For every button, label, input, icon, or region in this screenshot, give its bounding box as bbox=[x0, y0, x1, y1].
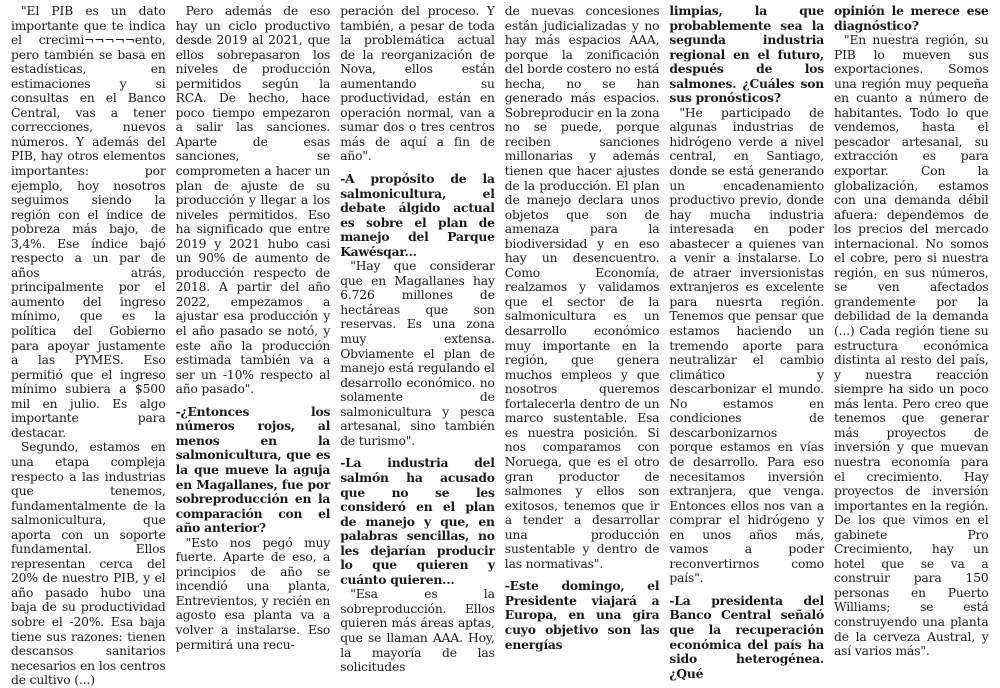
paragraph: Pero además de eso hay un ciclo productivo desde 2019 al 2021, que ellos sobrepasaron los niveles de producción permitidos según la RCA. De hecho, hace poco tiempo empezaron a salir las sanciones. Aparte de esas sanciones, se comprometen a hacer un plan de ajuste de su producción y llegar a los niveles permitidos. Eso ha significado que entre 2019 y 2021 hubo casi un 90% de aumento de producción respecto de 2018. A partir del año 2022, empezamos a ajustar esa producción y el año pasado se notó, y este año la producción estimada también va a ser un -10% respecto al año pasado". bbox=[175, 4, 331, 397]
interview-question: -A propósito de la salmonicultura, el debate álgido actual es sobre el plan de manejo del Parque Kawésqar... bbox=[340, 171, 495, 259]
paragraph: de nuevas concesiones están judicializadas y no hay más espacios AAA, porque la zonificación del borde costero no está hecha, no se han generado más espacios. Sobreproducir en la zona no se puede, porque reciben sanciones millonarias y además tienen que hacer ajustes de la producción. El plan de manejo declara unos objetos que son de amenaza para la biodiversidad y en eso hay un desencuentro. Como Economía, realzamos y validamos que el sector de la salmonicultura es un desarrollo económico muy importante en la región, que genera muchos empleos y que nosotros queremos fortalecerla dentro de un marco sustentable. Esa es nuestra posición. Si nos comparamos con Noruega, que es el otro gran productor de salmones y ellos son exitosos, tenemos que ir a tender a desarrollar una producción sustentable y dentro de las normativas". bbox=[504, 4, 660, 571]
column-3 bbox=[335, 4, 500, 675]
paragraph: "El PIB es un dato importante que te indica el crecimi¬¬¬¬¬ento, pero también se basa en estadísticas, en estimaciones y si consultas en el Banco Central, vas a tener correcciones, nuevos números. Y además del PIB, hay otros elementos importantes: por ejemplo, hoy nosotros seguimos siendo la región con el índice de pobreza más bajo, de 3,4%. Ese índice bajó respecto a un par de años atrás, principalmente por el aumento del ingreso mínimo, que es la política del Gobierno para apoyar justamente a las PYMES. Eso permitió que el ingreso mínimo subiera a $500 mil en julio. Es algo importante para destacar. bbox=[11, 4, 166, 440]
interview-question: -La presidenta del Banco Central señaló que la recuperación económica del país ha sido heterogénea. ¿Qué bbox=[669, 592, 824, 681]
interview-question: -La industria del salmón ha acusado que no se les consideró en el plan de manejo y que, en palabras sencillas, no les dejarían producir lo que quieren y cuánto quieren... bbox=[340, 455, 495, 587]
column-6 bbox=[829, 3, 994, 659]
paragraph: peración del proceso. Y también, a pesar de toda la problemática actual de la reorganización de Nova, ellos están aumentando su productividad, están en operación normal, van a sumar dos o tres centros más de aquí a fin de año". bbox=[340, 4, 495, 164]
column-1 bbox=[6, 4, 171, 688]
interview-question: -¿Entonces los números rojos, al menos en la salmonicultura, que es la que mueve la aguja en Magallanes, fue por sobreproducción en la comparación con el año anterior? bbox=[175, 403, 331, 536]
paragraph: "He participado de algunas industrias de hidrógeno verde a nivel central, en Santiago, donde se está generando un encadenamiento productivo previo, donde hay mucha industria interesada en poder abastecer a quienes van a venir a instalarse. Lo de atraer inversionistas extranjeros es excelente para nuesrta región. Tenemos que pensar que estamos haciendo un tremendo aporte para neutralizar el cambio climático y descarbonizar el mundo. No estamos en condiciones de descarbonizarnos porque estamos en vías de desarrollo. Para eso necesitamos inversión extranjera, que venga. Entonces ellos nos van a comprar el hidrógeno y en unos años más, vamos a poder reconvertirnos como país". bbox=[669, 105, 824, 586]
column-4 bbox=[500, 4, 665, 652]
paragraph: "Esto nos pegó muy fuerte. Aparte de eso, a principios de año se incendió una planta, Entrevientos, y recién en agosto esa planta va a volver a instalarse. Eso permitirá una recu- bbox=[175, 535, 331, 652]
column-2 bbox=[171, 4, 336, 652]
column-5 bbox=[664, 3, 829, 681]
interview-question: -Este domingo, el Presidente viajará a Europa, en una gira cuyo objetivo son las energías bbox=[504, 578, 660, 652]
paragraph: "Hay que considerar que en Magallanes hay 6.726 millones de hectáreas que son reservas. Es una zona muy extensa. Obviamente el plan de manejo está regulando el desarrollo económico. no solamente de salmonicultura y pesca artesanal, sino también de turismo". bbox=[340, 259, 495, 448]
paragraph: Segundo, estamos en una etapa compleja respecto a las industrias que tenemos, fundamentalmente de la salmonicultura, que aporta con un soporte fundamental. Ellos representan cerca del 20% de nuestro PIB, y el año pasado hubo una baja de su productividad sobre el -20%. Esa baja tiene sus razones: tienen descansos sanitarios necesarios en los centros de cultivo (...) bbox=[11, 440, 166, 688]
interview-question: opinión le merece ese diagnóstico? bbox=[833, 3, 989, 33]
paragraph: "Esa es la sobreproducción. Ellos quieren más áreas aptas, que se llaman AAA. Hoy, la mayoría de las solicitudes bbox=[340, 587, 495, 675]
paragraph: "En nuestra región, su PIB lo mueven sus exportaciones. Somos una región muy pequeña en cuanto a número de habitantes. Todo lo que vendemos, hasta el pescador artesanal, su extracción es para exportar. Con la globalización, estamos con una demanda débil afuera: dependemos de los precios del mercado internacional. No somos el cobre, pero si nuestra región, en sus números, se ven afectados grandemente por la debilidad de la demanda (...) Cada región tiene su estructura económica distinta al resto del país, y nuestra reacción siempre ha sido un poco más lenta. Pero creo que tenemos que generar más proyectos de inversión y que muevan nuestra economía para el crecimiento. Hay proyectos de inversión importantes en la región. De los que vimos en el gabinete Pro Crecimiento, hay un hotel que se va a construir para 150 personas en Puerto Williams; se está construyendo una planta de la cerveza Austral, y así varios más". bbox=[833, 33, 989, 659]
interview-question: limpias, la que probablemente sea la segunda industria regional en el futuro, después de los salmones. ¿Cuáles son sus pronósticos? bbox=[669, 3, 824, 106]
